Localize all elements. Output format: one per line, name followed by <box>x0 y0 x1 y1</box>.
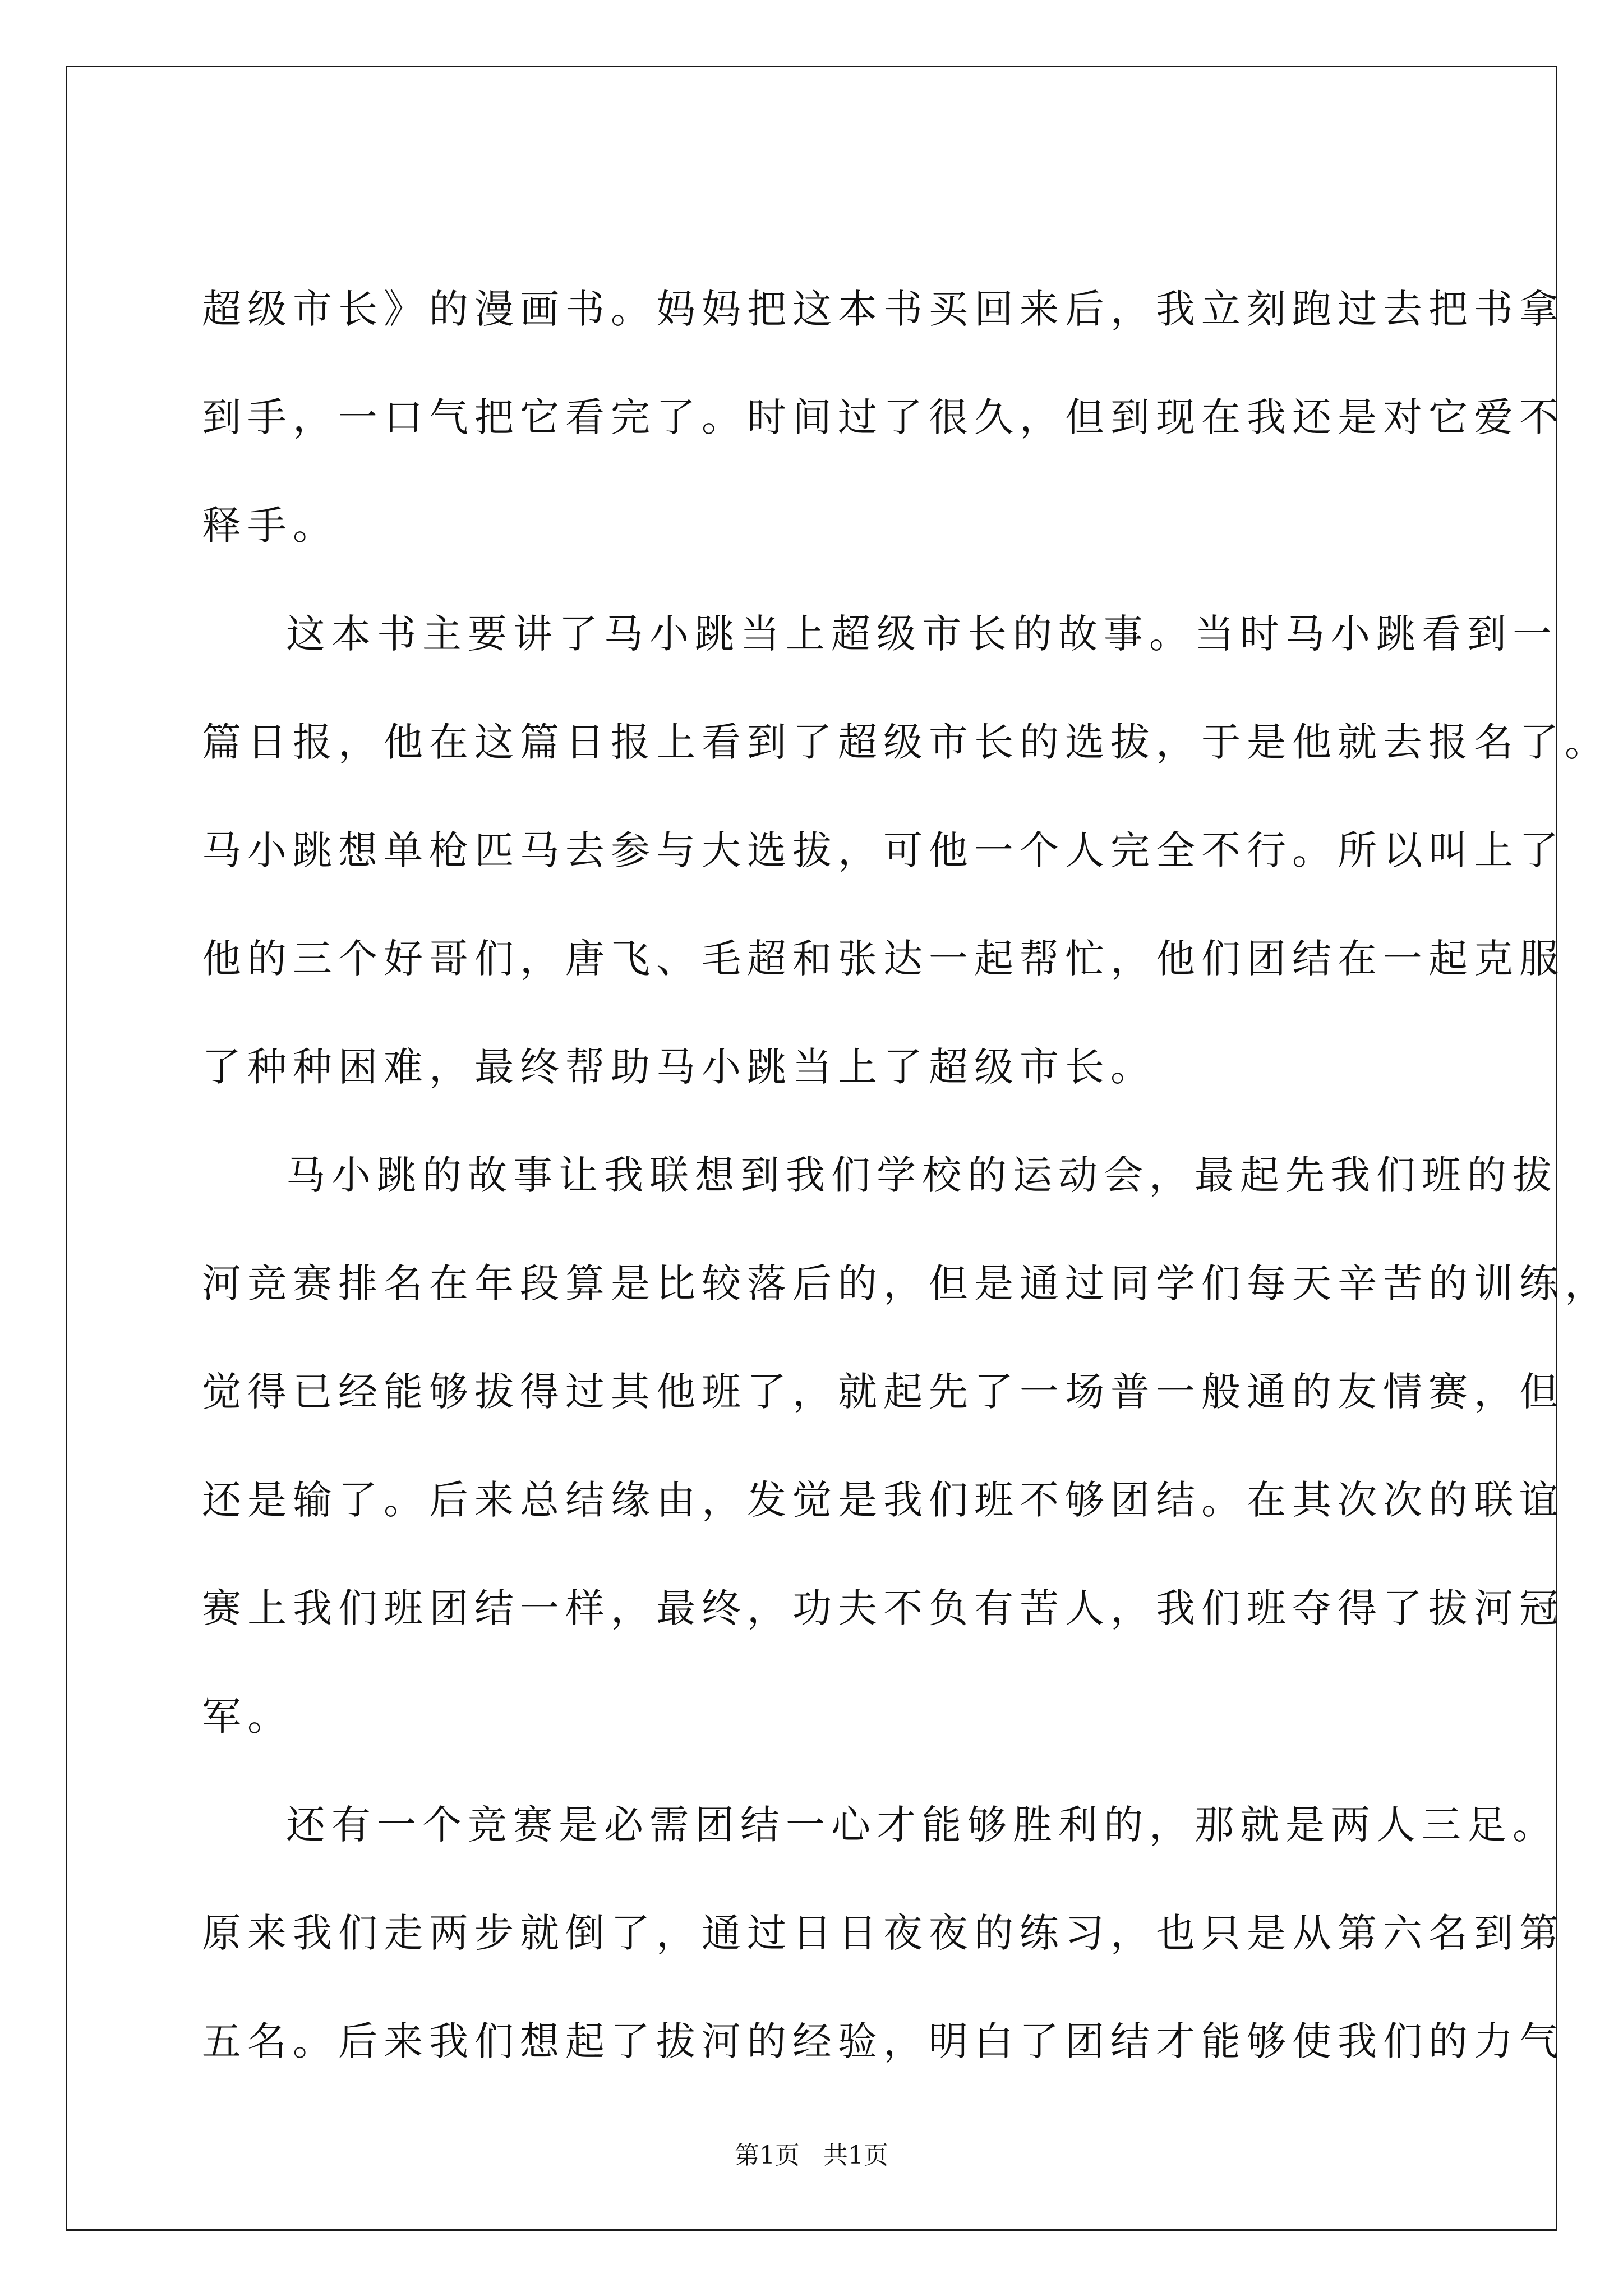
text-line: 原来我们走两步就倒了，通过日日夜夜的练习，也只是从第六名到第 <box>202 1910 1565 1956</box>
text-line: 这本书主要讲了马小跳当上超级市长的故事。当时马小跳看到一 <box>286 611 1558 657</box>
page-number-footer: 第1页 共1页 <box>735 2141 888 2170</box>
text-line: 还有一个竞赛是必需团结一心才能够胜利的，那就是两人三足。 <box>286 1802 1558 1848</box>
paragraph <box>202 255 1565 580</box>
text-line: 篇日报，他在这篇日报上看到了超级市长的选拔，于是他就去报名了。 <box>202 719 1610 765</box>
text-line: 马小跳想单枪匹马去参与大选拔，可他一个人完全不行。所以叫上了 <box>202 827 1565 873</box>
text-line: 觉得已经能够拔得过其他班了，就起先了一场普一般通的友情赛，但 <box>202 1369 1565 1415</box>
text-line: 了种种困难，最终帮助马小跳当上了超级市长。 <box>202 1044 1156 1090</box>
text-line: 赛上我们班团结一样，最终，功夫不负有苦人，我们班夺得了拔河冠 <box>202 1585 1565 1631</box>
paragraph <box>202 580 1610 1121</box>
text-line: 到手，一口气把它看完了。时间过了很久，但到现在我还是对它爱不 <box>202 394 1565 440</box>
text-line: 他的三个好哥们，唐飞、毛超和张达一起帮忙，他们团结在一起克服 <box>202 936 1565 982</box>
text-line: 释手。 <box>202 503 338 549</box>
text-line: 河竞赛排名在年段算是比较落后的，但是通过同学们每天辛苦的训练， <box>202 1260 1610 1306</box>
text-line: 超级市长》的漫画书。妈妈把这本书买回来后，我立刻跑过去把书拿 <box>202 286 1565 332</box>
text-line: 军。 <box>202 1694 293 1740</box>
paragraph <box>202 1771 1565 2096</box>
page-frame <box>66 66 1610 2231</box>
text-line: 还是输了。后来总结缘由，发觉是我们班不够团结。在其次次的联谊 <box>202 1477 1565 1523</box>
text-line: 马小跳的故事让我联想到我们学校的运动会，最起先我们班的拔 <box>286 1152 1558 1198</box>
paragraph <box>202 1121 1610 1771</box>
text-line: 五名。后来我们想起了拔河的经验，明白了团结才能够使我们的力气 <box>202 2018 1565 2064</box>
